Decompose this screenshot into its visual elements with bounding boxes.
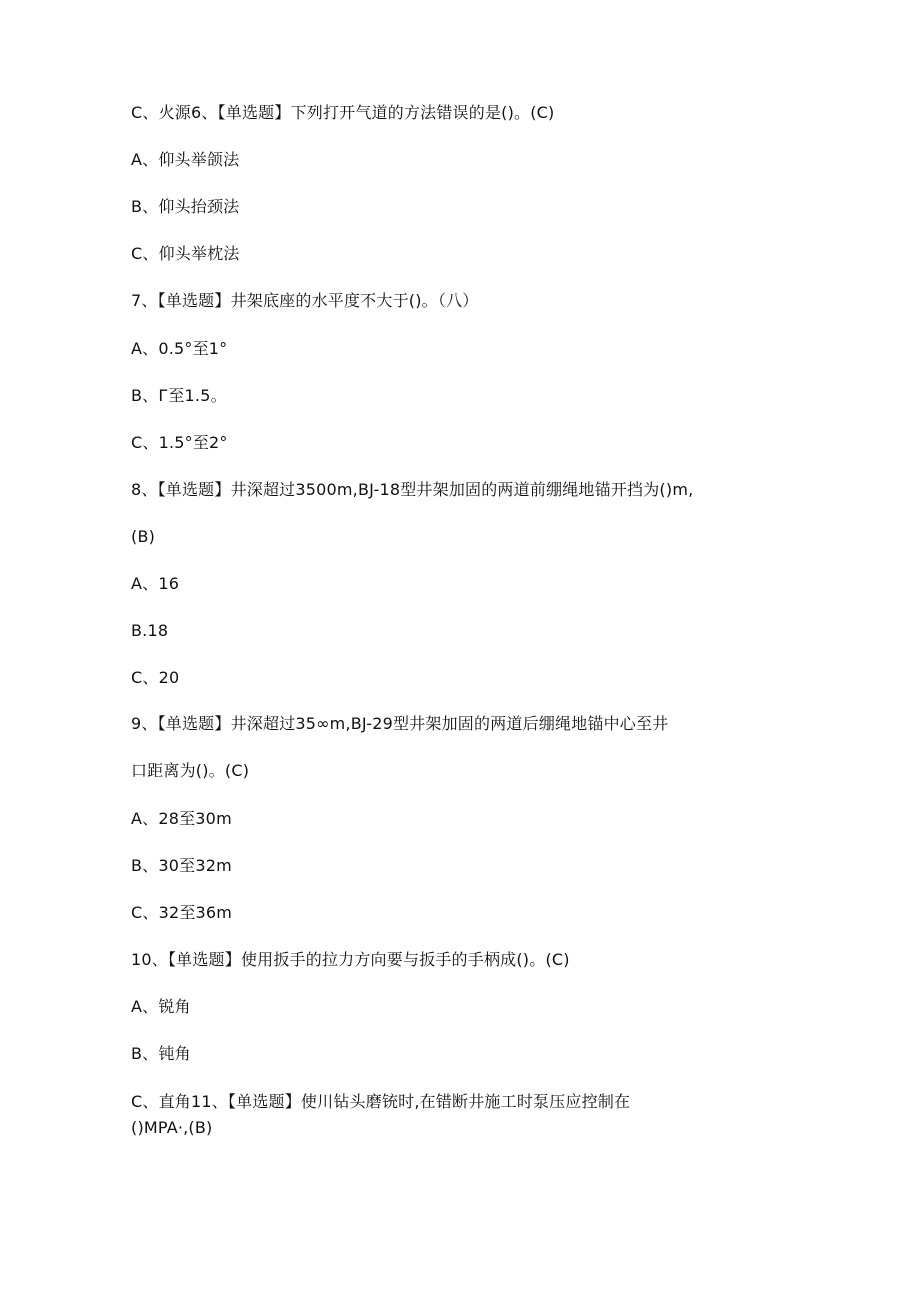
question-11-stem-continued: ()MPA·,(B): [131, 1118, 213, 1137]
question-8-option-c: C、20: [131, 668, 180, 687]
question-9-option-c: C、32至36m: [131, 903, 233, 922]
question-9-stem: 9、【单选题】井深超过35∞m,BJ-29型井架加固的两道后绷绳地锚中心至井: [131, 714, 669, 733]
question-7-option-a: A、0.5°至1°: [131, 339, 228, 358]
question-7-option-b: B、Г至1.5。: [131, 386, 227, 405]
question-10-option-a: A、锐角: [131, 997, 191, 1016]
question-8-option-a: A、16: [131, 574, 180, 593]
question-8-option-b: B.18: [131, 621, 169, 640]
question-10-option-b: B、钝角: [131, 1044, 191, 1063]
question-9-stem-continued: 口距离为()。(C): [131, 761, 250, 780]
question-8-stem-continued: (B): [131, 527, 156, 546]
question-7-option-c: C、1.5°至2°: [131, 433, 228, 452]
question-6-option-a: A、仰头举颌法: [131, 150, 240, 169]
question-10-stem: 10、【单选题】使用扳手的拉力方向要与扳手的手柄成()。(C): [131, 950, 570, 969]
question-9-option-a: A、28至30m: [131, 809, 232, 828]
question-6-option-c: C、仰头举枕法: [131, 244, 240, 263]
question-7-stem: 7、【单选题】井架底座的水平度不大于()。（八）: [131, 291, 479, 310]
question-6-option-b: B、仰头抬颈法: [131, 197, 240, 216]
question-8-stem: 8、【单选题】井深超过3500m,BJ-18型井架加固的两道前绷绳地锚开挡为()m,: [131, 480, 694, 499]
question-10-option-c-and-question-11-stem: C、直角11、【单选题】使川钻头磨铳时,在错断井施工时泵压应控制在: [131, 1092, 631, 1111]
question-9-option-b: B、30至32m: [131, 856, 232, 875]
question-6-stem: C、火源6、【单选题】下列打开气道的方法错误的是()。(C): [131, 103, 555, 122]
